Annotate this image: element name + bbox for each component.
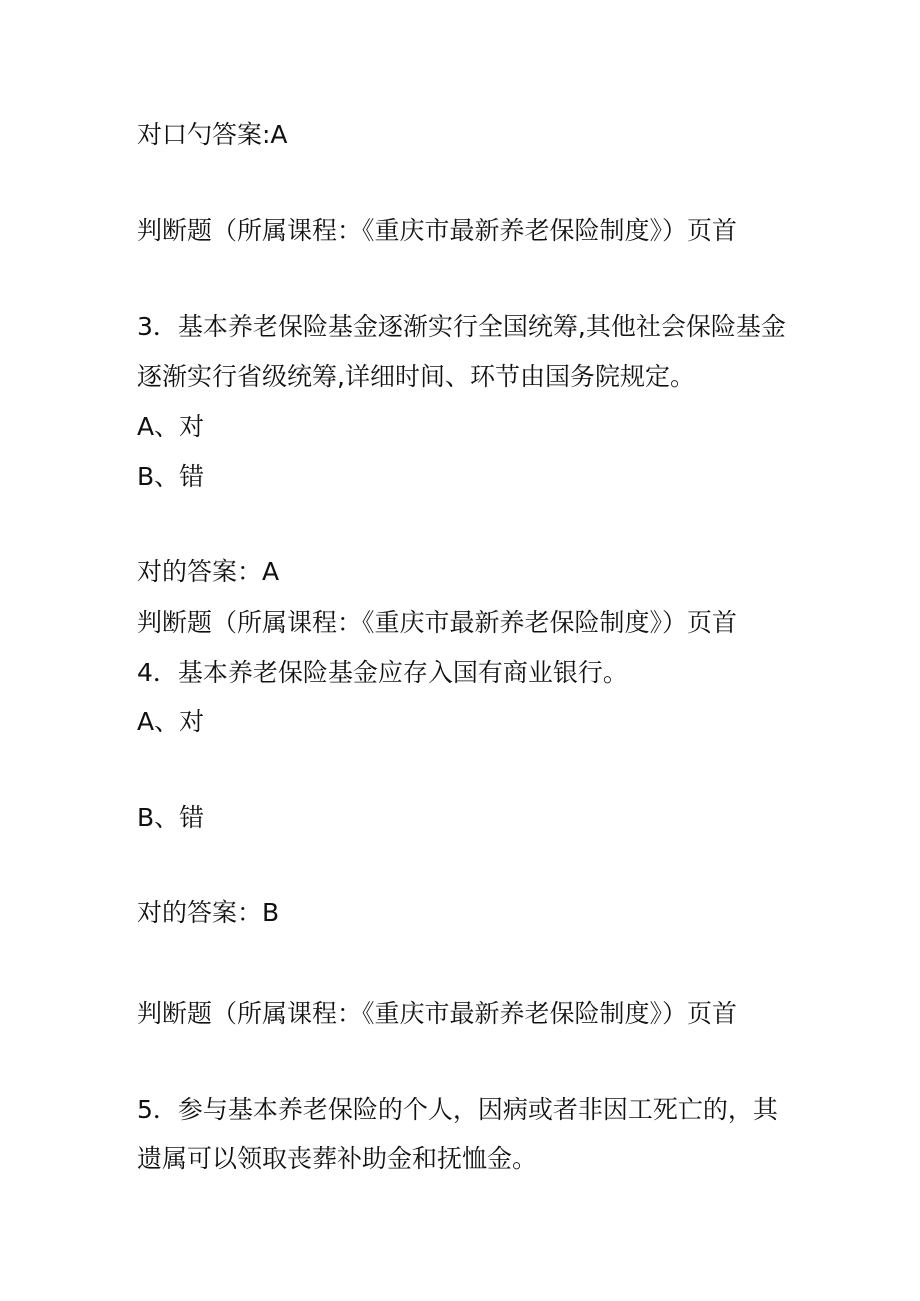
question-3-option-b: B、错 [137,462,205,491]
question-4-option-b: B、错 [137,803,205,832]
question-type-course-line: 判断题（所属课程：《重庆市最新养老保险制度》）页首 [137,999,738,1028]
question-5-text-line-1: 5．参与基本养老保险的个人，因病或者非因工死亡的，其 [137,1095,778,1124]
question-3-answer: 对的答案：A [137,557,280,586]
question-4-answer: 对的答案：B [137,898,280,927]
question-3-text-line-1: 3．基本养老保险基金逐渐实行全国统筹,其他社会保险基金 [137,312,786,341]
question-4-text-line-1: 4．基本养老保险基金应存入国有商业银行。 [137,658,628,687]
question-3-text-line-2: 逐渐实行省级统筹,详细时间、环节由国务院规定。 [137,362,695,391]
question-5-text-line-2: 遗属可以领取丧葬补助金和抚恤金。 [137,1144,538,1173]
question-type-course-line: 判断题（所属课程：《重庆市最新养老保险制度》）页首 [137,216,738,245]
question-type-course-line: 判断题（所属课程：《重庆市最新养老保险制度》）页首 [137,608,738,637]
question-4-option-a: A、对 [137,707,205,736]
question-3-option-a: A、对 [137,412,205,441]
answer-line: 对口勺答案:A [137,120,288,149]
